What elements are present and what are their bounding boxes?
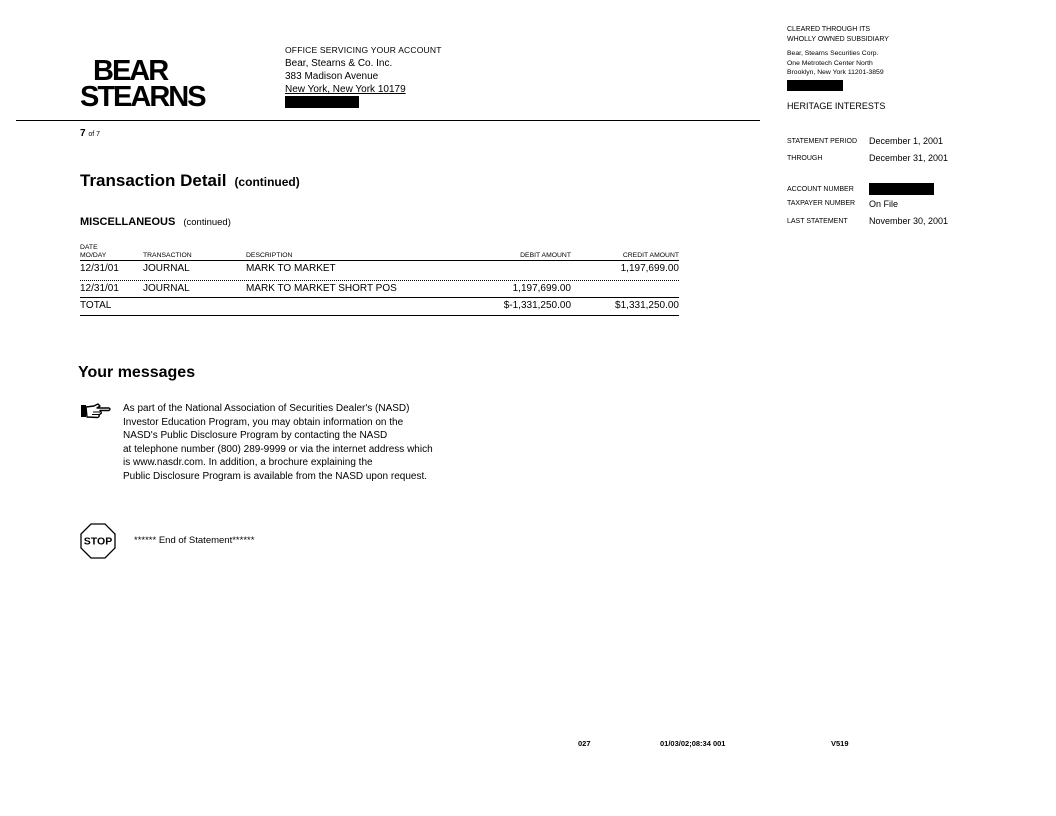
- total-label: TOTAL: [80, 300, 112, 311]
- message-line: Investor Education Program, you may obtain information on the: [123, 416, 404, 428]
- statement-period-value: December 1, 2001: [869, 136, 944, 146]
- office-address-block: [285, 44, 442, 112]
- message-line: at telephone number (800) 289-9999 or via the internet address which: [123, 443, 433, 455]
- subsection-title-suffix: (continued): [183, 217, 231, 228]
- row-date: 12/31/01: [80, 263, 119, 274]
- messages-body: [123, 402, 433, 484]
- message-line: As part of the National Association of Securities Dealer's (NASD): [123, 403, 410, 414]
- row-description: MARK TO MARKET SHORT POS: [246, 283, 397, 294]
- office-name: Bear, Stearns & Co. Inc.: [285, 58, 393, 69]
- table-header: [80, 244, 679, 260]
- header-credit: CREDIT AMOUNT: [622, 252, 679, 259]
- table-total-row: [80, 297, 679, 314]
- account-number-label: ACCOUNT NUMBER: [787, 186, 854, 193]
- section-title: [80, 171, 300, 191]
- stop-sign-label: STOP: [83, 535, 113, 548]
- messages-title: Your messages: [78, 364, 196, 381]
- header-debit: DEBIT AMOUNT: [520, 252, 571, 259]
- header-divider: [16, 120, 760, 121]
- pointing-hand-icon: [80, 403, 112, 426]
- through-value: December 31, 2001: [869, 153, 949, 163]
- last-statement-label: LAST STATEMENT: [787, 218, 848, 225]
- footer-version: V519: [831, 739, 849, 748]
- clearing-line-2: WHOLLY OWNED SUBSIDIARY: [787, 35, 889, 43]
- office-title: OFFICE SERVICING YOUR ACCOUNT: [285, 45, 442, 55]
- office-redaction: [285, 96, 442, 112]
- taxpayer-number-label: TAXPAYER NUMBER: [787, 200, 856, 207]
- section-title-text: Transaction Detail: [80, 171, 227, 190]
- bear-stearns-logo: [80, 55, 205, 113]
- message-line: NASD's Public Disclosure Program by contacting the NASD: [123, 430, 388, 442]
- clearing-line-1: CLEARED THROUGH ITS: [787, 26, 871, 33]
- page-current: 7: [80, 128, 86, 139]
- row-transaction: JOURNAL: [143, 283, 190, 294]
- footer-timestamp: 01/03/02;08:34 001: [660, 739, 726, 748]
- account-holder-name: HERITAGE INTERESTS: [787, 101, 886, 111]
- logo-line-1: BEAR: [93, 55, 168, 87]
- stop-sign-icon: [80, 523, 116, 564]
- clearing-name: Bear, Stearns Securities Corp.: [787, 50, 879, 57]
- row-date: 12/31/01: [80, 283, 119, 294]
- page-total: of 7: [88, 131, 101, 138]
- footer-code: 027: [578, 739, 591, 748]
- header-description: DESCRIPTION: [246, 252, 293, 259]
- message-line: Public Disclosure Program is available from the NASD upon request.: [123, 470, 428, 482]
- table-bottom-rule: [80, 315, 679, 316]
- page-number: [80, 128, 100, 139]
- subsection-title-text: MISCELLANEOUS: [80, 216, 176, 228]
- clearing-block: [787, 25, 889, 94]
- taxpayer-number-value: On File: [869, 199, 899, 209]
- header-date: DATE MO/DAY: [80, 244, 107, 259]
- clearing-street: One Metrotech Center North: [787, 59, 873, 67]
- clearing-redaction: [787, 78, 889, 95]
- total-debit: $-1,331,250.00: [503, 300, 571, 311]
- row-debit: 1,197,699.00: [512, 283, 571, 294]
- row-credit: 1,197,699.00: [620, 263, 679, 274]
- table-row: [80, 260, 679, 277]
- total-credit: $1,331,250.00: [615, 300, 679, 311]
- account-number-redaction: [869, 182, 934, 200]
- last-statement-value: November 30, 2001: [869, 216, 949, 226]
- header-transaction: TRANSACTION: [143, 252, 192, 259]
- statement-period-label: STATEMENT PERIOD: [787, 138, 858, 145]
- end-of-statement: ****** End of Statement******: [134, 535, 255, 546]
- office-city: New York, New York 10179: [285, 84, 406, 95]
- transaction-table: [80, 244, 679, 316]
- logo-line-2: STEARNS: [80, 81, 205, 113]
- section-title-suffix: (continued): [234, 175, 300, 189]
- office-street: 383 Madison Avenue: [285, 71, 379, 82]
- table-row: [80, 280, 679, 297]
- row-description: MARK TO MARKET: [246, 263, 336, 274]
- subsection-title: [80, 216, 231, 228]
- message-line: is www.nasdr.com. In addition, a brochure explaining the: [123, 457, 373, 469]
- through-label: THROUGH: [787, 155, 823, 162]
- row-transaction: JOURNAL: [143, 263, 190, 274]
- clearing-city: Brooklyn, New York 11201-3859: [787, 69, 884, 76]
